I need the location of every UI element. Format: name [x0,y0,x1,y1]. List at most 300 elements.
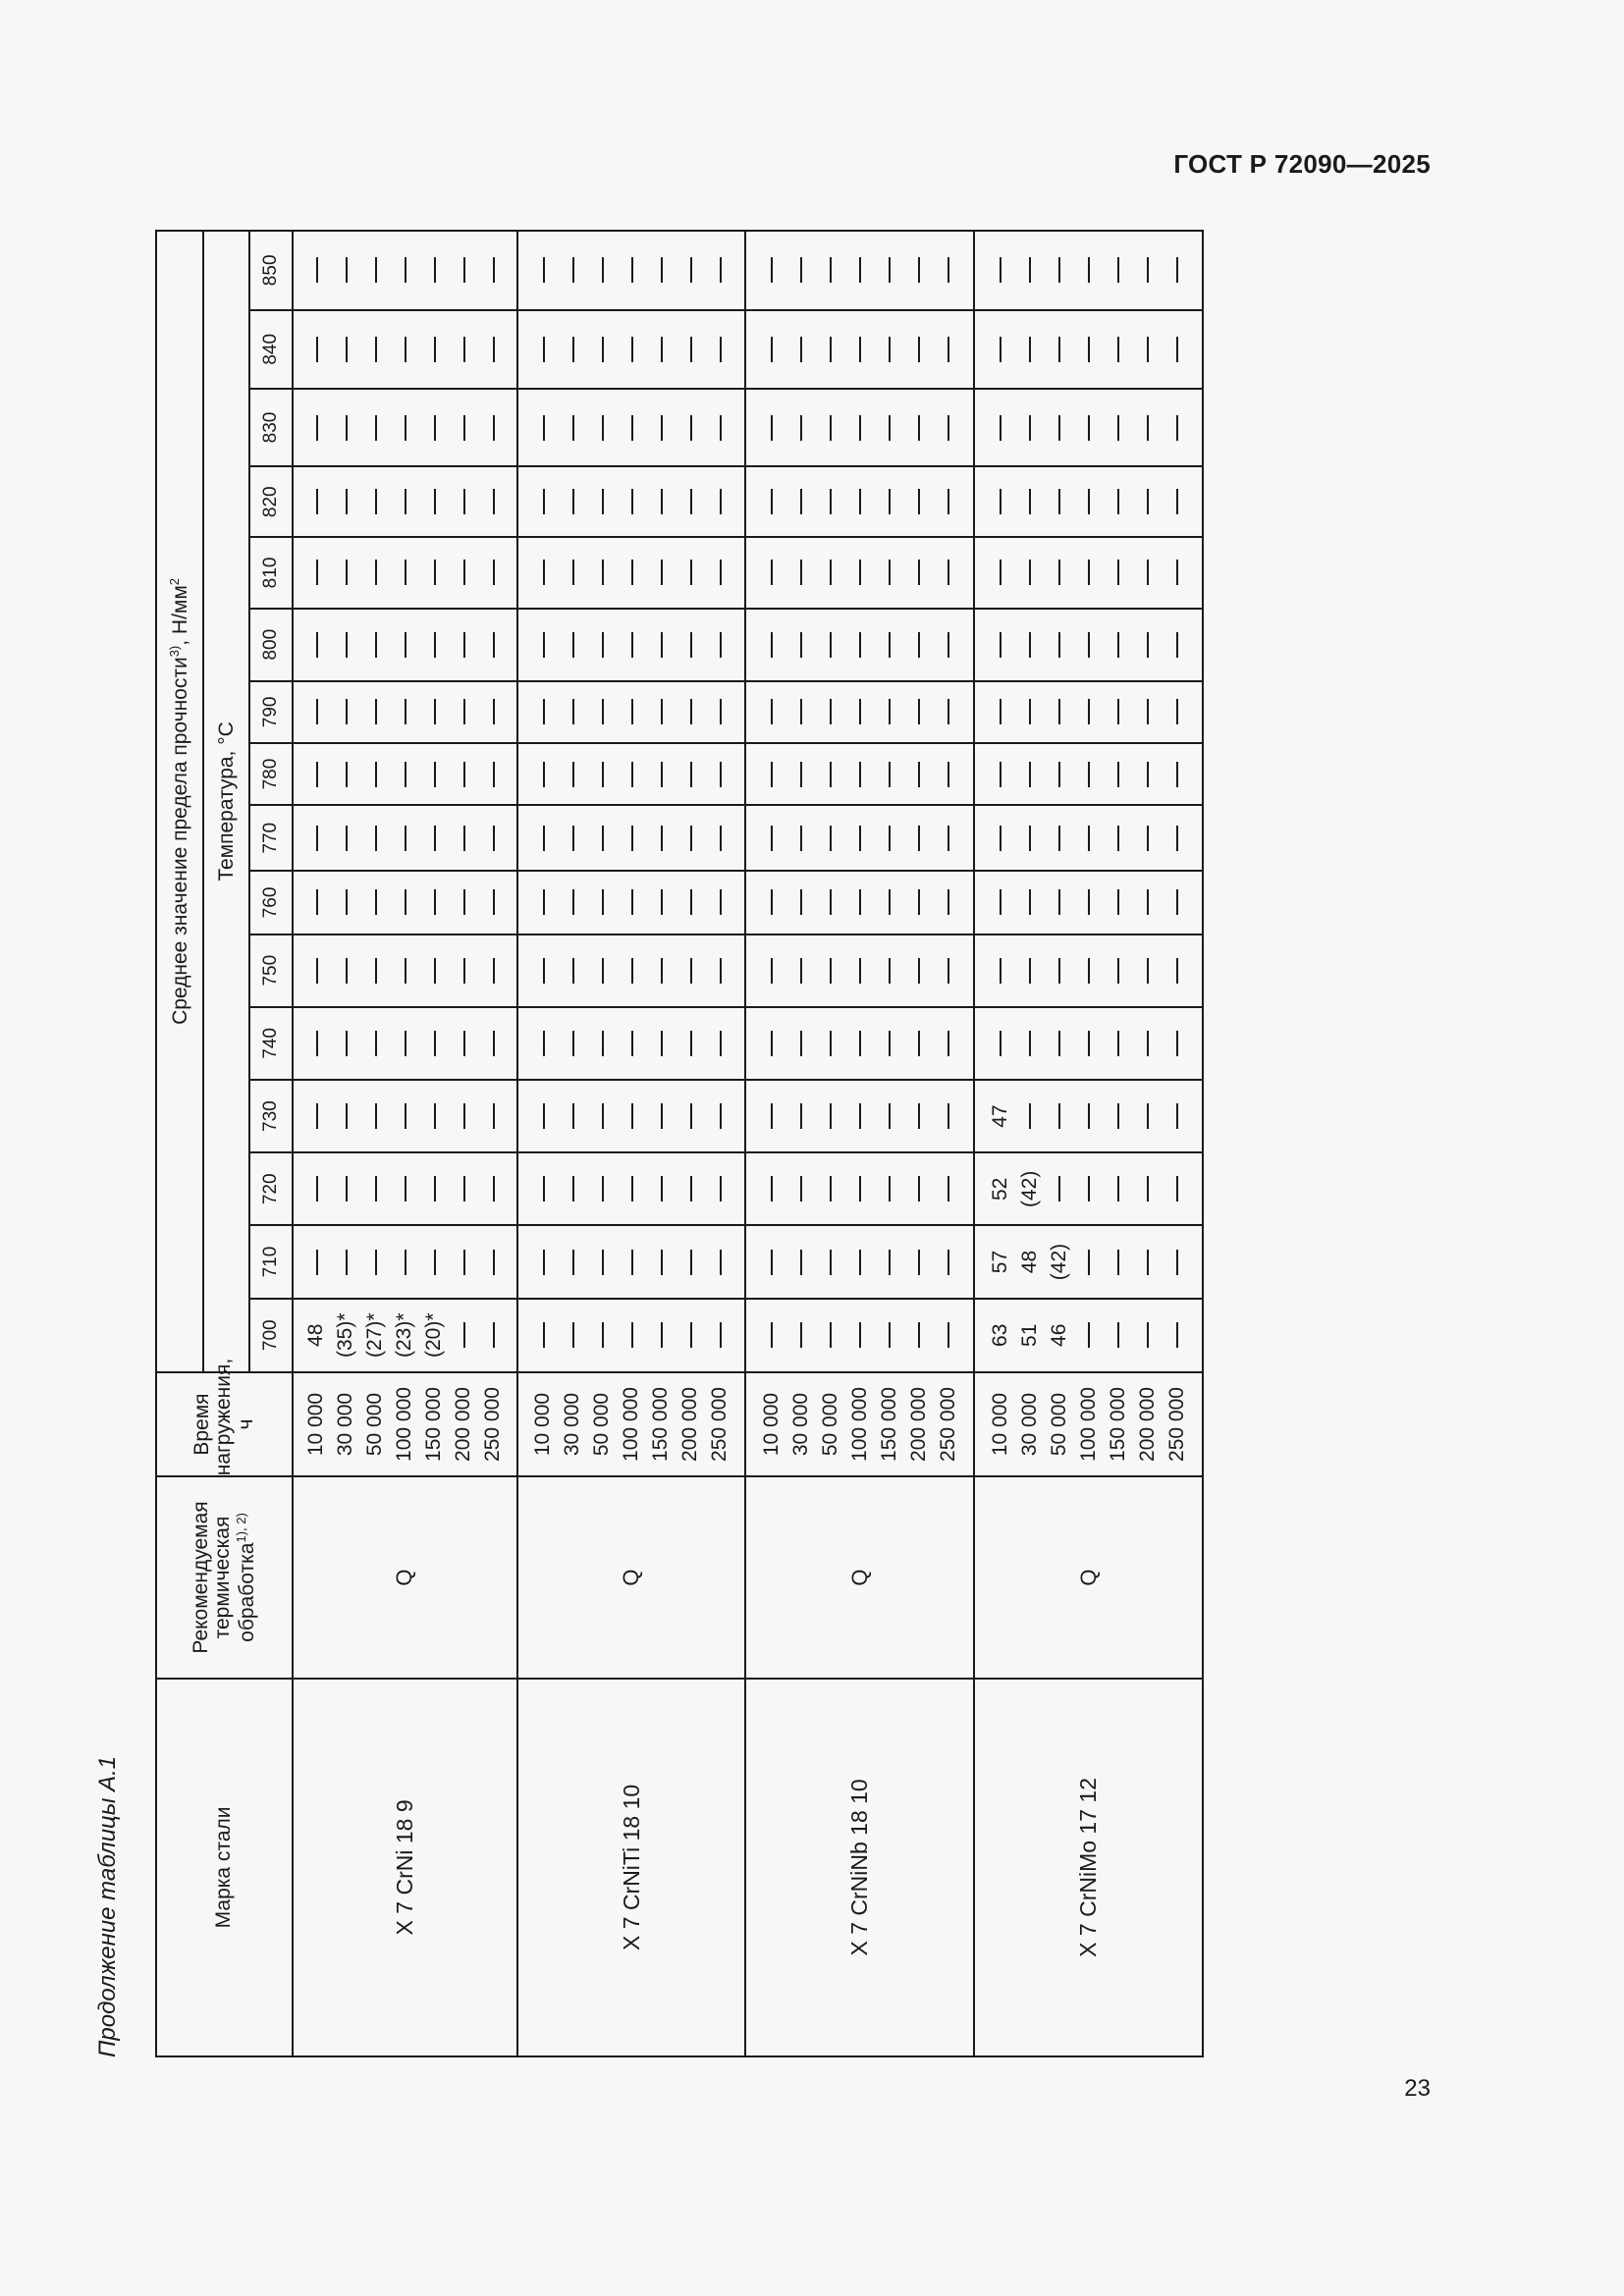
header-strength-unit: , Н/мм [169,585,192,646]
dash-line [889,762,891,787]
dash-mark [676,232,705,309]
dash-mark [301,390,331,465]
dash-mark [1133,1300,1163,1371]
dash-line [375,1250,377,1275]
dash-line [1176,958,1178,984]
dash-line [463,560,465,585]
dash-line [720,489,722,514]
dash-line [889,826,891,851]
dash-mark [904,232,934,309]
dash-line [889,958,891,984]
dash-line [1088,415,1090,441]
dash-mark [617,806,646,870]
dash-mark [705,1008,734,1079]
load-time-value: 250 000 [936,1387,959,1462]
dash-line [1029,257,1031,283]
dash-line [405,762,406,787]
dash-mark [816,1226,845,1297]
dash-line [405,257,406,283]
dash-mark [1163,806,1192,870]
dash-mark [360,1226,390,1297]
value-cell-840 [293,310,517,389]
dash-line [631,826,633,851]
dash-mark [904,1226,934,1297]
dash-line [1147,1031,1149,1056]
dash-mark [331,744,360,804]
dash-mark [904,872,934,933]
dash-mark [419,467,449,536]
header-strength-unit-exp: 2 [167,577,183,586]
temperature-820: 820 [249,466,293,537]
dash-line [859,699,861,724]
dash-line [493,1176,495,1201]
dash-mark [478,232,508,309]
value-cell-790 [745,681,974,743]
dash-line [1058,632,1060,658]
value-cell-730 [745,1080,974,1152]
dash-line [947,489,949,514]
dash-mark [1015,538,1045,607]
dash-mark [786,935,816,1006]
dash-mark [558,682,587,742]
dash-mark [845,467,875,536]
table-row [293,231,517,2056]
dash-line [434,560,436,585]
dash-line [690,560,692,585]
dash-line [690,1176,692,1201]
load-time-value: 150 000 [649,1387,673,1462]
dash-line [434,632,436,658]
load-time-value: 30 000 [788,1392,812,1457]
dash-mark [705,390,734,465]
dash-line [316,632,318,658]
dash-line [918,958,920,984]
dash-line [1176,1103,1178,1129]
dash-line [543,699,545,724]
dash-mark [986,232,1015,309]
dash-mark [449,467,478,536]
dash-mark [1133,1226,1163,1297]
dash-mark [558,1081,587,1151]
value-cell-700 [293,1299,517,1372]
dash-mark [1104,1153,1133,1224]
dash-mark [390,610,419,680]
dash-mark [646,1153,676,1224]
dash-line [493,1103,495,1129]
dash-mark [705,682,734,742]
dash-mark [646,806,676,870]
strength-value: 48 [304,1323,328,1347]
dash-line [1117,560,1119,585]
dash-line [572,699,574,724]
dash-line [661,762,663,787]
value-cell-780 [974,743,1203,805]
dash-mark [875,538,904,607]
value-cell-810 [745,537,974,608]
dash-line [1176,1250,1178,1275]
dash-mark [390,1008,419,1079]
value-cell-830 [293,389,517,466]
dash-mark [705,232,734,309]
dash-line [1176,1031,1178,1056]
dash-mark [786,1081,816,1151]
dash-mark [360,744,390,804]
dash-mark [757,682,786,742]
dash-mark [1074,538,1104,607]
dash-mark [934,610,963,680]
dash-line [602,1176,604,1201]
dash-mark [705,1226,734,1297]
dash-mark [786,467,816,536]
dash-mark [558,311,587,388]
dash-mark [845,682,875,742]
dash-mark [390,744,419,804]
dash-line [889,415,891,441]
dash-line [690,415,692,441]
dash-line [602,889,604,915]
dash-line [1088,826,1090,851]
value-cell-740 [974,1007,1203,1080]
dash-line [1176,1176,1178,1201]
dash-line [800,560,802,585]
temperature-780: 780 [249,743,293,805]
dash-mark [646,390,676,465]
dash-line [602,337,604,362]
value-cell-750 [974,934,1203,1007]
dash-mark [705,872,734,933]
value-cell-750 [745,934,974,1007]
value-cell-770 [293,805,517,871]
dash-mark [1015,806,1045,870]
dash-line [572,958,574,984]
dash-mark [904,311,934,388]
dash-line [405,415,406,441]
dash-line [918,489,920,514]
dash-line [631,958,633,984]
dash-line [1058,1176,1060,1201]
load-time-value: 10 000 [304,1392,328,1457]
dash-mark [478,538,508,607]
dash-mark [1074,744,1104,804]
dash-line [543,415,545,441]
dash-line [602,699,604,724]
dash-mark [558,232,587,309]
dash-mark [587,872,617,933]
dash-mark [528,1300,558,1371]
dash-mark [934,744,963,804]
dash-mark [816,538,845,607]
load-time-value: 250 000 [708,1387,731,1462]
dash-line [631,1250,633,1275]
dash-line [859,337,861,362]
dash-mark [331,232,360,309]
dash-line [375,1031,377,1056]
dash-line [631,762,633,787]
dash-mark [390,311,419,388]
dash-line [800,415,802,441]
dash-line [918,889,920,915]
dash-mark [1163,682,1192,742]
dash-line [1088,560,1090,585]
dash-mark [845,1300,875,1371]
dash-mark [617,1008,646,1079]
dash-line [800,337,802,362]
dash-mark [845,311,875,388]
dash-mark [1015,744,1045,804]
value-cell-820 [293,466,517,537]
dash-line [375,489,377,514]
dash-line [771,632,773,658]
dash-line [543,1250,545,1275]
dash-line [572,337,574,362]
dash-line [918,1103,920,1129]
dash-mark [449,872,478,933]
dash-line [375,560,377,585]
dash-mark [786,806,816,870]
dash-line [543,1031,545,1056]
dash-mark [757,311,786,388]
dash-line [316,1176,318,1201]
dash-mark [757,1226,786,1297]
dash-mark [1163,1300,1192,1371]
temperature-720: 720 [249,1152,293,1225]
dash-mark [904,1300,934,1371]
dash-line [346,889,348,915]
dash-mark [875,467,904,536]
dash-mark [390,682,419,742]
dash-mark [1133,806,1163,870]
dash-mark [587,682,617,742]
dash-line [690,489,692,514]
dash-line [493,489,495,514]
dash-line [463,632,465,658]
dash-line [859,415,861,441]
dash-mark [558,806,587,870]
value-cell-700 [517,1299,746,1372]
dash-mark [390,467,419,536]
dash-line [918,1031,920,1056]
dash-line [947,762,949,787]
dash-line [316,560,318,585]
dash-mark [587,538,617,607]
dash-line [661,1103,663,1129]
dash-line [859,1103,861,1129]
dash-mark [934,1153,963,1224]
dash-mark [1074,610,1104,680]
dash-mark [449,935,478,1006]
dash-mark [816,1081,845,1151]
dash-line [771,415,773,441]
dash-mark [986,872,1015,933]
dash-line [1147,699,1149,724]
value-cell-740 [745,1007,974,1080]
dash-line [1117,632,1119,658]
dash-mark [934,1226,963,1297]
dash-mark [449,1300,478,1371]
dash-mark [875,872,904,933]
dash-line [859,1176,861,1201]
value-cell-830 [745,389,974,466]
dash-line [493,699,495,724]
dash-line [1058,489,1060,514]
dash-mark [558,1153,587,1224]
dash-mark [617,872,646,933]
dash-mark [360,935,390,1006]
header-load-time: Время нагружения, ч [156,1372,293,1476]
dash-line [947,1176,949,1201]
dash-line [889,337,891,362]
dash-mark [1074,806,1104,870]
dash-line [434,489,436,514]
dash-mark [1045,872,1074,933]
header-steel-grade: Марка стали [156,1679,293,2056]
dash-mark [875,744,904,804]
value-cell-720 [745,1152,974,1225]
dash-line [346,826,348,851]
dash-mark [1104,872,1133,933]
dash-line [346,762,348,787]
dash-mark [934,1300,963,1371]
dash-line [771,762,773,787]
dash-line [631,699,633,724]
dash-line [346,1103,348,1129]
dash-mark [587,1226,617,1297]
dash-mark [986,1008,1015,1079]
dash-line [690,1250,692,1275]
dash-line [405,489,406,514]
load-time-value: 50 000 [818,1392,841,1457]
dash-line [830,632,832,658]
heat-treatment-cell: Q [974,1476,1203,1679]
dash-line [1088,762,1090,787]
dash-line [830,889,832,915]
dash-mark [1163,538,1192,607]
temperature-850: 850 [249,231,293,310]
dash-mark [1104,682,1133,742]
dash-mark [1163,1226,1192,1297]
dash-line [375,762,377,787]
dash-line [1117,1250,1119,1275]
dash-mark [676,935,705,1006]
dash-line [572,560,574,585]
dash-mark [360,311,390,388]
dash-line [405,1250,406,1275]
dash-line [690,1103,692,1129]
dash-line [1029,826,1031,851]
dash-mark [617,1081,646,1151]
dash-mark [360,1153,390,1224]
dash-line [830,958,832,984]
dash-mark [875,390,904,465]
dash-line [830,699,832,724]
dash-mark [587,1300,617,1371]
dash-line [1117,1176,1119,1201]
dash-mark [934,467,963,536]
dash-mark [1104,610,1133,680]
dash-mark [1045,1008,1074,1079]
dash-mark [757,872,786,933]
dash-mark [845,610,875,680]
table-caption: Продолжение таблицы А.1 [94,1755,121,2057]
dash-line [572,489,574,514]
dash-line [1176,489,1178,514]
dash-mark [1074,1300,1104,1371]
dash-mark [1045,744,1074,804]
load-time-value: 200 000 [452,1387,475,1462]
dash-mark [986,935,1015,1006]
dash-line [889,632,891,658]
dash-mark [1045,390,1074,465]
dash-line [543,958,545,984]
dash-mark [558,538,587,607]
dash-line [602,632,604,658]
value-cell-760 [517,871,746,934]
dash-mark [449,1226,478,1297]
dash-mark [1074,1153,1104,1224]
dash-mark [360,232,390,309]
dash-line [375,889,377,915]
dash-line [690,826,692,851]
dash-mark [1015,935,1045,1006]
heat-treatment-cell: Q [745,1476,974,1679]
dash-line [346,415,348,441]
dash-line [771,889,773,915]
dash-mark [1133,232,1163,309]
dash-line [1117,889,1119,915]
dash-mark [587,935,617,1006]
dash-line [830,257,832,283]
dash-line [690,1322,692,1348]
dash-line [889,889,891,915]
dash-mark [587,390,617,465]
dash-line [947,889,949,915]
dash-mark [558,610,587,680]
strength-value: 57 [988,1250,1011,1274]
dash-line [1117,762,1119,787]
value-cell-830 [974,389,1203,466]
dash-mark [419,610,449,680]
dash-mark [331,538,360,607]
load-time-value: 100 000 [393,1387,416,1462]
load-time-value: 10 000 [759,1392,783,1457]
dash-line [631,1322,633,1348]
dash-mark [478,744,508,804]
dash-line [800,762,802,787]
dash-mark [904,806,934,870]
dash-line [661,1250,663,1275]
dash-mark [478,610,508,680]
dash-mark [331,1081,360,1151]
dash-line [859,560,861,585]
dash-line [661,889,663,915]
dash-mark [786,610,816,680]
dash-line [947,1322,949,1348]
dash-line [1117,826,1119,851]
dash-mark [1074,311,1104,388]
dash-mark [875,610,904,680]
dash-line [1147,1103,1149,1129]
dash-mark [528,311,558,388]
dash-line [1088,257,1090,283]
dash-line [661,958,663,984]
value-cell-770 [745,805,974,871]
dash-mark [419,682,449,742]
strength-value: (23)* [393,1312,416,1359]
dash-line [346,699,348,724]
dash-mark [478,872,508,933]
dash-line [1000,415,1001,441]
dash-mark [390,1153,419,1224]
